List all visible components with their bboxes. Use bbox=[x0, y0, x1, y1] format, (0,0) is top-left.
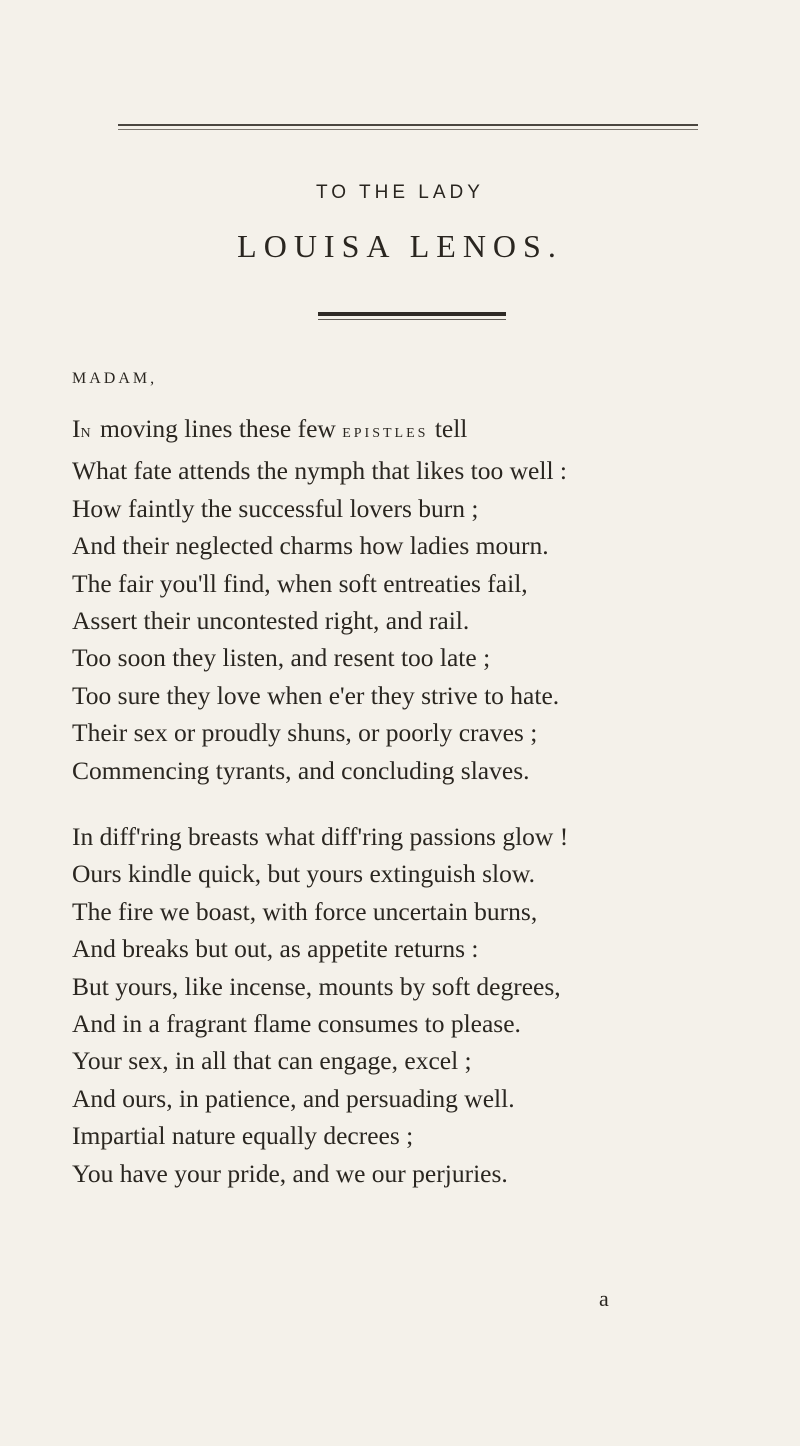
verse-line: And ours, in patience, and persuading well. bbox=[72, 1083, 515, 1113]
verse-line: Impartial nature equally decrees ; bbox=[72, 1121, 414, 1151]
ornamental-rule-thin bbox=[318, 319, 506, 320]
verse-line: The fire we boast, with force uncertain burns, bbox=[72, 896, 538, 926]
dedication-heading: TO THE LADY bbox=[316, 182, 484, 203]
signature-mark: a bbox=[599, 1286, 609, 1311]
stanza-2 bbox=[72, 818, 772, 1192]
verse-line: In diff'ring breasts what diff'ring passions glow ! bbox=[72, 822, 569, 851]
verse-line: And breaks but out, as appetite returns : bbox=[72, 934, 479, 964]
initial-rest: N bbox=[80, 426, 94, 441]
verse-line: But yours, like incense, mounts by soft degrees, bbox=[72, 971, 561, 1001]
verse-line: Their sex or proudly shuns, or poorly craves ; bbox=[72, 718, 538, 748]
verse-line: How faintly the successful lovers burn ; bbox=[72, 493, 479, 523]
verse-line: Too sure they love when e'er they strive to hate. bbox=[72, 680, 560, 710]
dedicatee-name: LOUISA LENOS. bbox=[237, 228, 563, 264]
drop-initial: I bbox=[72, 414, 81, 443]
verse-line: What fate attends the nymph that likes too well : bbox=[72, 456, 567, 486]
verse-line: And their neglected charms how ladies mourn. bbox=[72, 531, 549, 561]
verse-line: And in a fragrant flame consumes to please. bbox=[72, 1009, 521, 1039]
epistles-smallcaps: EPISTLES bbox=[342, 426, 429, 441]
verse-line: You have your pride, and we our perjuries. bbox=[72, 1158, 508, 1188]
top-double-rule bbox=[118, 124, 698, 126]
verse-line: Your sex, in all that can engage, excel ; bbox=[72, 1046, 472, 1076]
verse-line: Assert their uncontested right, and rail. bbox=[72, 606, 470, 636]
verse-text: tell bbox=[428, 414, 468, 443]
verse-line: Too soon they listen, and resent too late ; bbox=[72, 643, 491, 673]
salutation: MADAM, bbox=[72, 370, 158, 387]
verse-line: Commencing tyrants, and concluding slaves. bbox=[72, 755, 530, 785]
ornamental-rule bbox=[318, 312, 506, 316]
verse-line: The fair you'll find, when soft entreaties fail, bbox=[72, 568, 528, 598]
verse-line: Ours kindle quick, but yours extinguish slow. bbox=[72, 859, 535, 889]
stanza-1 bbox=[72, 410, 772, 789]
verse-text: moving lines these few bbox=[93, 414, 343, 443]
verse-line bbox=[72, 410, 772, 452]
top-double-rule-thin bbox=[118, 129, 698, 130]
